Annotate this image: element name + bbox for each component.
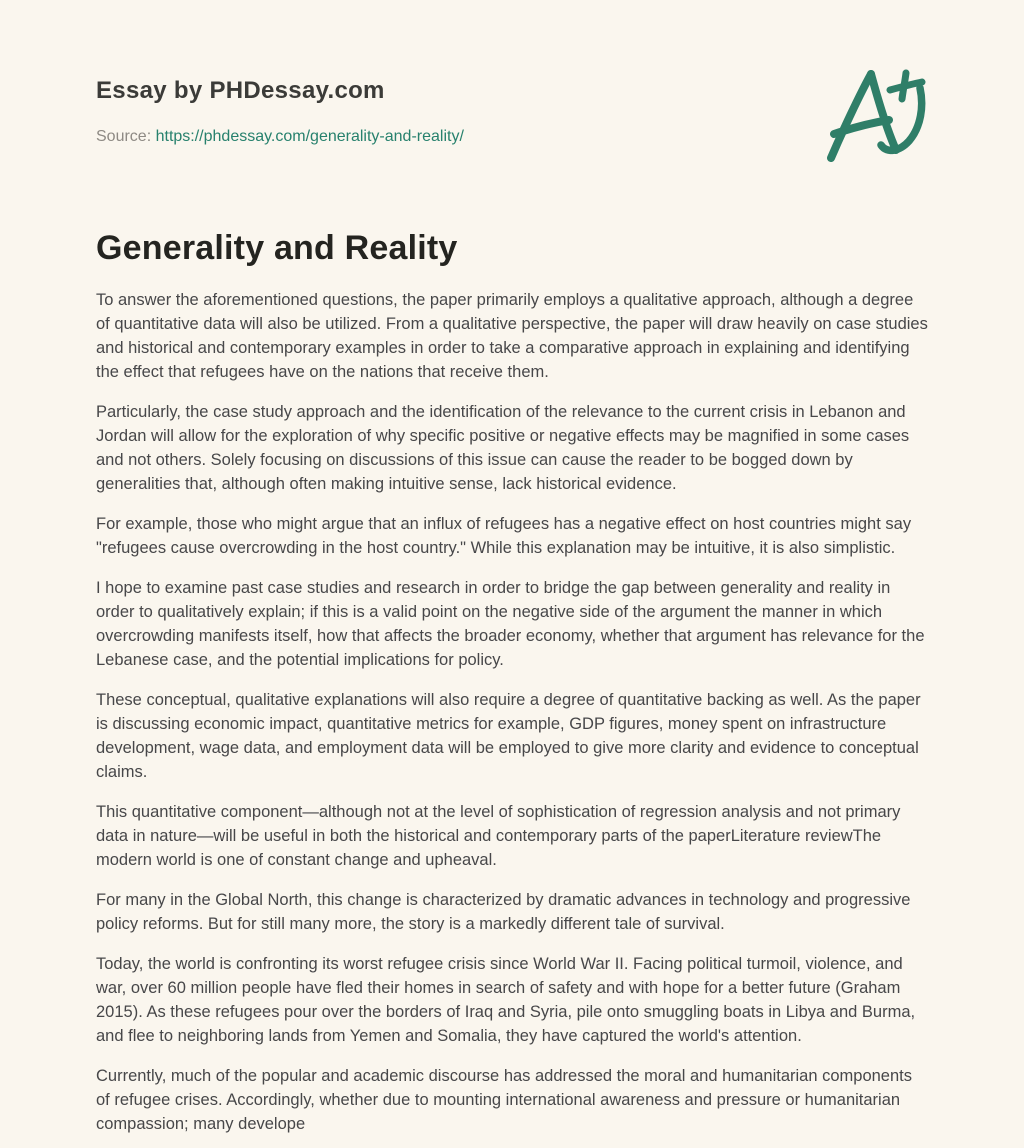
source-line <box>96 128 928 146</box>
source-link[interactable]: https://phdessay.com/generality-and-reality/ <box>155 128 464 145</box>
essay-paragraph: For example, those who might argue that an influx of refugees has a negative effect on host countries might say "refugees cause overcrowding in the host country." While this explanation may be intuitive, it is also simplistic. <box>96 515 912 557</box>
essay-paragraph: Currently, much of the popular and academic discourse has addressed the moral and humanitarian components of refugee crises. Accordingly, whether due to mounting international awareness and pressure or humanitarian compassion; many develope <box>96 1067 912 1133</box>
phdessay-a-plus-logo-icon <box>827 62 927 162</box>
essay-paragraph: To answer the aforementioned questions, the paper primarily employs a qualitative approach, although a degree of quantitative data will also be utilized. From a qualitative perspective, the paper will draw heavily on case studies and historical and contemporary examples in order to take a comparative approach in explaining and identifying the effect that refugees have on the nations that receive them. <box>96 291 928 381</box>
essay-paragraph: Particularly, the case study approach and the identification of the relevance to the current crisis in Lebanon and Jordan will allow for the exploration of why specific positive or negative effects may be magnified in some cases and not others. Solely focusing on discussions of this issue can cause the reader to be bogged down by generalities that, although often making intuitive sense, lack historical evidence. <box>96 403 910 493</box>
essay-paragraph: This quantitative component—although not at the level of sophistication of regression analysis and not primary data in nature—will be useful in both the historical and contemporary parts of the paperLiterature reviewThe modern world is one of constant change and upheaval. <box>96 803 901 869</box>
source-label: Source: <box>96 128 152 145</box>
essay-paragraph: These conceptual, qualitative explanations will also require a degree of quantitative backing as well. As the paper is discussing economic impact, quantitative metrics for example, GDP figures, money spent on infrastructure development, wage data, and employment data will be employed to give more clarity and evidence to conceptual claims. <box>96 691 921 781</box>
essay-paragraph: For many in the Global North, this change is characterized by dramatic advances in technology and progressive policy reforms. But for still many more, the story is a markedly different tale of survival. <box>96 891 911 933</box>
essay-title: Generality and Reality <box>96 229 458 267</box>
essay-body <box>96 288 928 1136</box>
site-header-title: Essay by PHDessay.com <box>96 77 385 104</box>
essay-paragraph: I hope to examine past case studies and research in order to bridge the gap between generality and reality in order to qualitatively explain; if this is a valid point on the negative side of the argument the manner in which overcrowding manifests itself, how that affects the broader economy, whether that argument has relevance for the Lebanese case, and the potential implications for policy. <box>96 579 925 669</box>
essay-paragraph: Today, the world is confronting its worst refugee crisis since World War II. Facing political turmoil, violence, and war, over 60 million people have fled their homes in search of safety and with hope for a better future (Graham 2015). As these refugees pour over the borders of Iraq and Syria, pile onto smuggling boats in Libya and Burma, and flee to neighboring lands from Yemen and Somalia, they have captured the world's attention. <box>96 955 916 1045</box>
